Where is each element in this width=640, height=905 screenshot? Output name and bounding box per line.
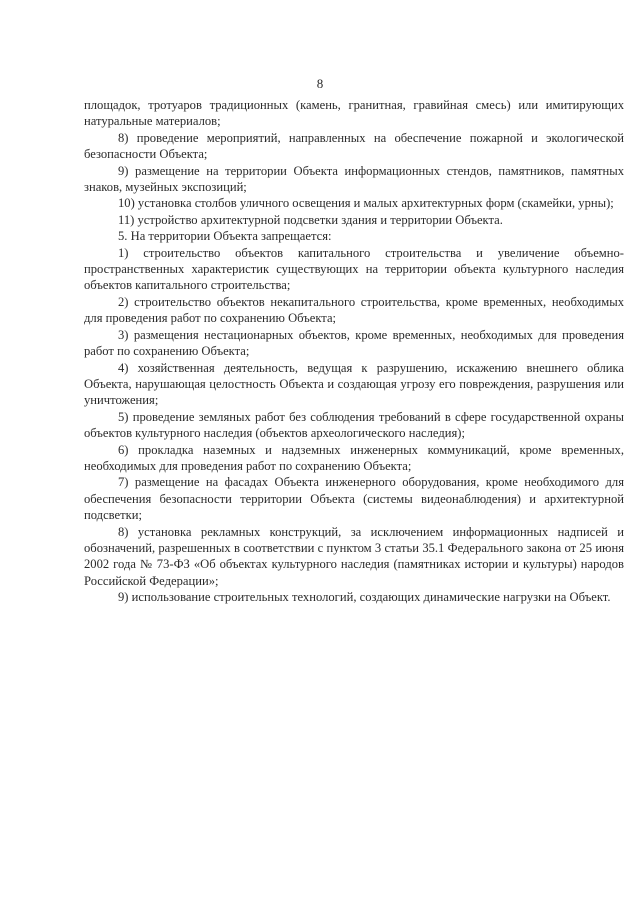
prohibited-item-1: 1) строительство объектов капитального строительства и увеличение объемно-пространственных характеристик существующих на территории объекта культурного наследия объектов капитального строительства; — [84, 245, 624, 293]
prohibited-item-2: 2) строительство объектов некапитального строительства, кроме временных, необходимых для проведения работ по сохранению Объекта; — [84, 294, 624, 326]
list-item-8-fire-safety: 8) проведение мероприятий, направленных на обеспечение пожарной и экологической безопасности Объекта; — [84, 130, 624, 162]
prohibited-item-3: 3) размещения нестационарных объектов, кроме временных, необходимых для проведения работ по сохранению Объекта; — [84, 327, 624, 359]
list-item-9-info-stands: 9) размещение на территории Объекта информационных стендов, памятников, памятных знаков, музейных экспозиций; — [84, 163, 624, 195]
section-5-heading: 5. На территории Объекта запрещается: — [118, 229, 332, 244]
prohibited-item-6: 6) прокладка наземных и надземных инженерных коммуникаций, кроме временных, необходимых для проведения работ по сохранению Объекта; — [84, 442, 624, 473]
document-body — [84, 97, 624, 606]
prohibited-item-4: 4) хозяйственная деятельность, ведущая к разрушению, искажению внешнего облика Объекта, нарушающая целостность Объекта и создающая угрозу его повреждения, разрушения или уничтожения; — [84, 360, 624, 408]
prohibited-item-7: 7) размещение на фасадах Объекта инженерного оборудования, кроме необходимого для обеспечения безопасности территории Объекта (системы видеонаблюдения) и архитектурной подсветки; — [84, 475, 624, 523]
prohibited-item-9: 9) использование строительных технологий, создающих динамические нагрузки на Объект. — [118, 590, 611, 605]
prohibited-item-8: 8) установка рекламных конструкций, за исключением информационных надписей и обозначений, разрешенных в соответствии с пунктом 3 статьи 35.1 Федерального закона от 25 июня 2002 года № 73-ФЗ «Об объектах культурного наследия (памятниках истории и культуры) народов Российской Федерации»; — [84, 524, 624, 588]
prohibited-item-5: 5) проведение земляных работ без соблюдения требований в сфере государственной охраны объектов культурного наследия (объектов археологического наследия); — [84, 409, 624, 441]
list-item-11-architectural-lighting: 11) устройство архитектурной подсветки здания и территории Объекта. — [118, 212, 503, 227]
paragraph-continuation: площадок, тротуаров традиционных (камень, гранитная, гравийная смесь) или имитирующих натуральные материалов; — [84, 98, 624, 129]
page-number: 8 — [316, 76, 324, 91]
list-item-10-street-lighting: 10) установка столбов уличного освещения и малых архитектурных форм (скамейки, урны); — [118, 196, 614, 211]
